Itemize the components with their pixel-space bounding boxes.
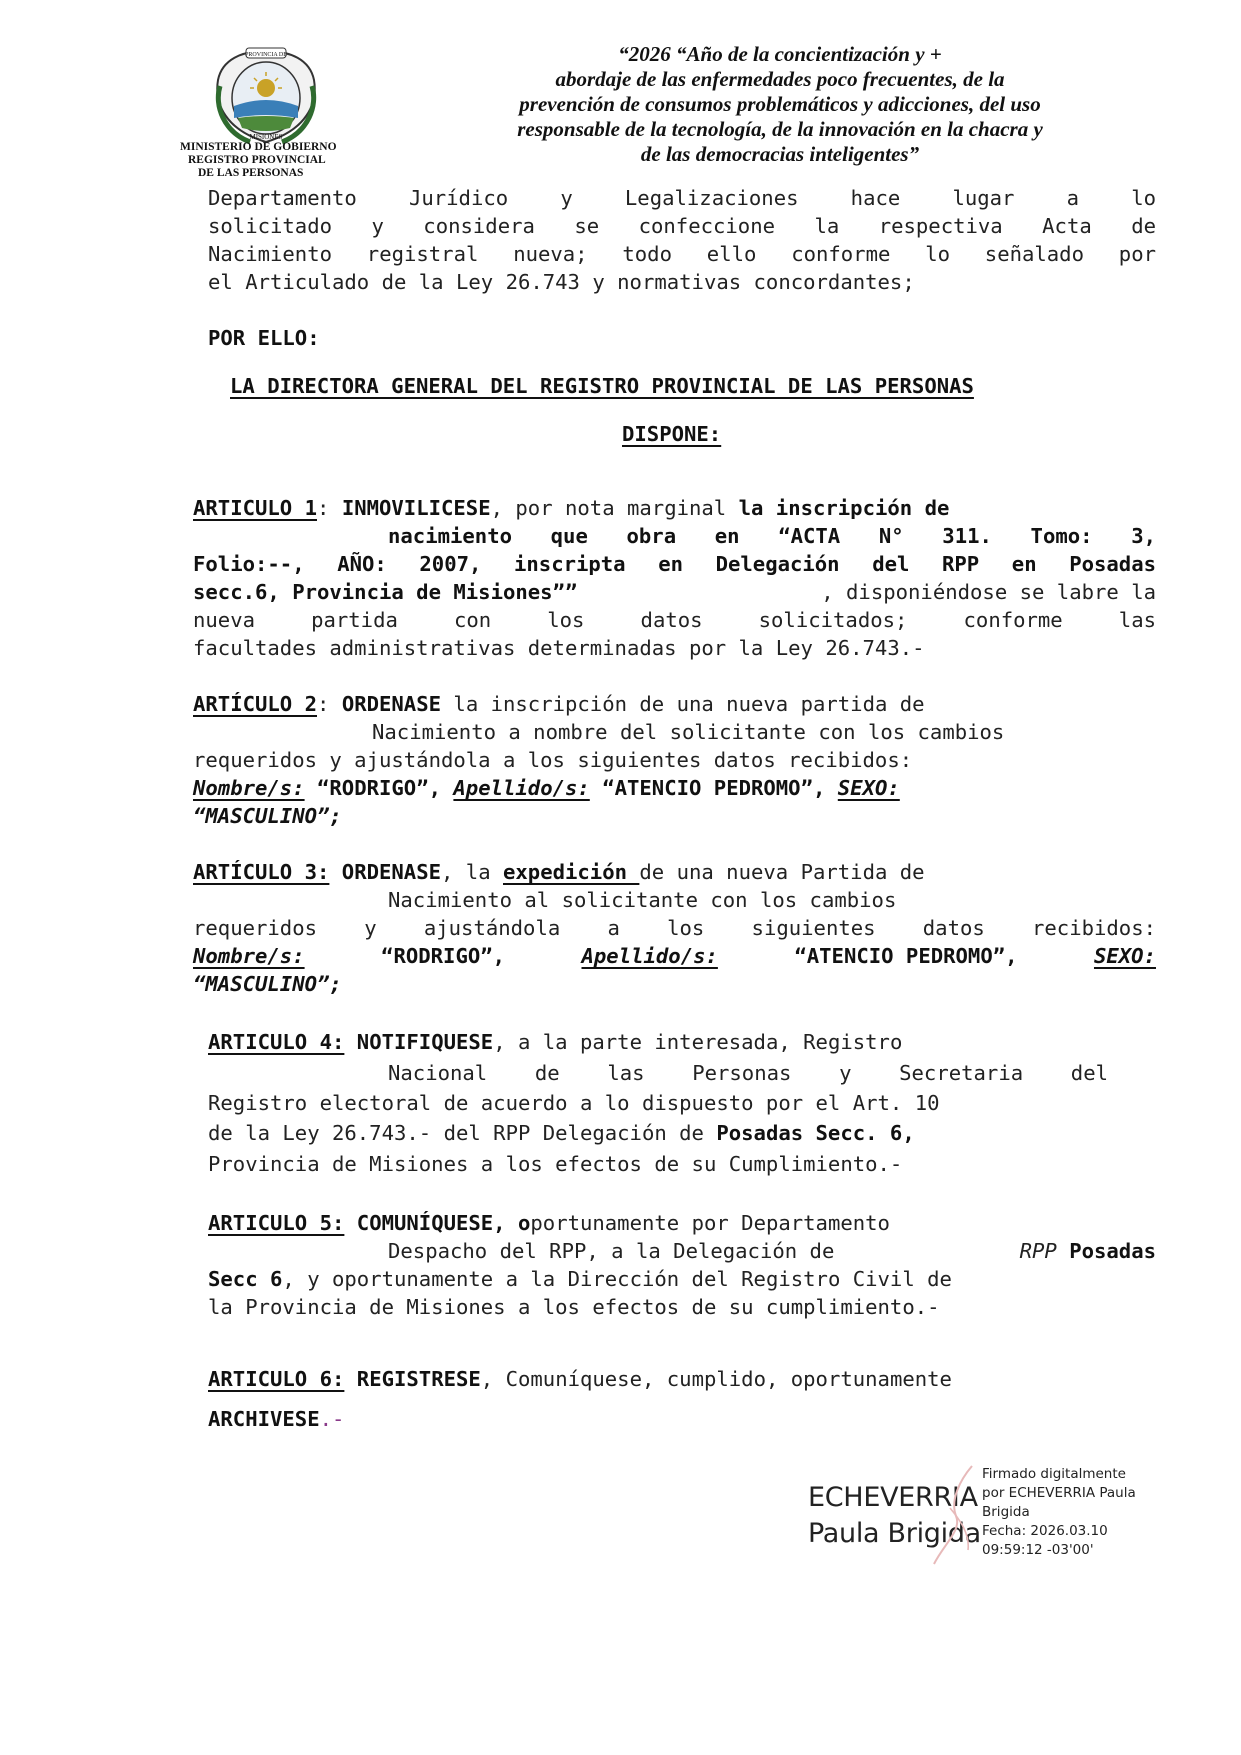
article-verb: INMOVILICESE xyxy=(341,496,491,520)
motto-line: responsable de la tecnología, de la innovación en la chacra y xyxy=(517,117,1043,141)
article-verb: ORDENASE xyxy=(341,692,442,716)
provincial-crest-seal xyxy=(210,46,322,146)
article-text: , a la parte interesada, Registro xyxy=(493,1030,903,1054)
ministry-block xyxy=(176,141,356,180)
article-text-bold: ARCHIVESE xyxy=(208,1407,320,1431)
field-value: “ATENCIO PEDROMO”, xyxy=(794,944,1018,968)
article-text: .- xyxy=(319,1407,345,1431)
article-text: Despacho del RPP, a la Delegación de xyxy=(388,1239,847,1263)
article-text: la Provincia de Misiones a los efectos de su cumplimiento.- xyxy=(208,1295,940,1319)
article-text: de una nueva Partida de xyxy=(639,860,925,884)
article-text: Nacimiento al solicitante con los cambios xyxy=(388,888,897,912)
article-heading: ARTÍCULO 3: xyxy=(193,860,330,884)
article-text: de la Ley 26.743.- del RPP Delegación de xyxy=(208,1121,717,1145)
article-verb: ORDENASE xyxy=(341,860,441,884)
ministry-line: REGISTRO PROVINCIAL xyxy=(188,154,326,166)
article-text: , por nota marginal xyxy=(490,496,739,520)
signer-given-name: Paula Brigida xyxy=(808,1518,981,1549)
article-text: , y oportunamente a la Dirección del Registro Civil de xyxy=(282,1267,952,1291)
article-heading: ARTICULO 6: xyxy=(208,1367,345,1391)
article-text-bold: secc.6, Provincia de Misiones”” xyxy=(193,580,578,604)
field-label: SEXO: xyxy=(1093,944,1156,968)
por-ello-heading: POR ELLO: xyxy=(208,326,320,350)
field-value: “MASCULINO”; xyxy=(193,804,342,828)
intro-line: Departamento Jurídico y Legalizaciones hace lugar a lo xyxy=(208,186,1156,210)
article-verb: COMUNÍQUESE, o xyxy=(356,1211,531,1235)
article-text: portunamente por Departamento xyxy=(530,1211,890,1235)
field-label: SEXO: xyxy=(837,776,900,800)
article-text: Provincia de Misiones a los efectos de su Cumplimiento.- xyxy=(208,1152,903,1176)
signer-surname: ECHEVERRIA xyxy=(808,1482,978,1513)
crest-top-label: PROVINCIA DE xyxy=(245,52,287,58)
article-verb: REGISTRESE xyxy=(356,1367,481,1391)
document-page: PROVINCIA DE MISIONES MINISTERIO DE GOBIERNO REGISTRO PROVINCIAL DE LAS PERSONAS “2026 “Año de la concientización y + abordaje de las enfermedades poco frecuentes, de la prevención de consumos problemáticos y adicciones, del uso responsable de la tecnología, de la innovación en la chacra y de las democracias inteligentes” Departamento Jurídico y Legalizaciones hace lugar a lo solicitado y considera se confeccione la respectiva Acta de Nacimiento registral nueva; todo ello conforme lo señalado por el Articulado de la Ley 26.743 y normativas concordantes; POR ELLO: LA DIRECTORA GENERAL DEL REGISTRO PROVINCIAL DE LAS PERSONAS DISPONE: ARTICULO 1: INMOVILICESE, por nota marginal la inscripción de nacimiento que obra en “ACTA N° 311. Tomo: 3, Folio:--, AÑO: 2007, inscripta en Delegación del RPP en Posadas secc.6, Provincia de Misiones”” , disponiéndose se labre la nueva partida con los datos solicitados; conforme las facultades administrativas determinadas por la Ley 26.743.- ARTÍCULO 2: ORDENASE la inscripción de una nueva partida de Nacimiento a nombre del solicitante con los cambios requeridos y ajustándola a los siguientes datos recibidos: Nombre/s: “RODRIGO”, Apellido/s: “ATENCIO PEDROMO”, SEXO: “MASCULINO”; ARTÍCULO 3: ORDENASE, la expedición de una nueva Partida de Nacimiento al solicitante con los cambios requeridos y ajustándola a los siguientes datos recibidos: Nombre/s: “RODRIGO”, Apellido/s: “ATENCIO PEDROMO”, SEXO: “MASCULINO”; ARTICULO 4: NOTIFIQUESE, a la parte interesada, Registro Nacional de las Personas y Secretaria del Registro electoral de acuerdo a lo dispuesto por el Art. 10 de la Ley 26.743.- del RPP Delegación de Posadas Secc. 6, Provincia de Misiones a los efectos de su Cumplimiento.- ARTICULO 5: COMUNÍQUESE, oportunamente por Departamento Despacho del RPP, a la Delegación de RPP Posadas Secc 6, y oportunamente a la Dirección del Registro Civil de la Provincia de Misiones a los efectos de su cumplimiento.- ARTICULO 6: REGISTRESE, Comuníquese, cumplido, oportunamente ARCHIVESE.- ECHEVERRIA Paula Brigida Firmado digitalmente por ECHEVERRIA Paula Brigida Fecha: 2026.03.10 09:59:12 -03'00' xyxy=(0,0,1241,1755)
article-heading: ARTICULO 5: xyxy=(208,1211,345,1235)
field-label: Apellido/s: xyxy=(453,776,590,800)
motto-line: abordaje de las enfermedades poco frecuentes, de la xyxy=(555,67,1005,91)
article-text: nueva partida con los datos solicitados; conforme las xyxy=(193,608,1156,632)
article-text: facultades administrativas determinadas por la Ley 26.743.- xyxy=(193,636,925,660)
article-text-bold: Posadas Secc. 6, xyxy=(716,1121,915,1145)
handwritten-signature-mark xyxy=(920,1460,990,1570)
ministry-line: DE LAS PERSONAS xyxy=(198,167,304,179)
field-label: Nombre/s: xyxy=(193,776,305,800)
article-heading: ARTICULO 1 xyxy=(193,496,317,520)
article-text-bold: Secc 6 xyxy=(208,1267,283,1291)
article-text: la inscripción de una nueva partida de xyxy=(441,692,925,716)
article-text: Nacimiento a nombre del solicitante con los cambios xyxy=(372,720,1005,744)
article-text: Registro electoral de acuerdo a lo dispuesto por el Art. 10 xyxy=(208,1091,940,1115)
motto-line: prevención de consumos problemáticos y adicciones, del uso xyxy=(519,92,1041,116)
motto-line: de las democracias inteligentes” xyxy=(640,142,920,166)
signature-detail-line: Firmado digitalmente xyxy=(982,1466,1126,1482)
year-motto xyxy=(430,42,1130,167)
signature-details xyxy=(982,1465,1136,1560)
article-text: , Comuníquese, cumplido, oportunamente xyxy=(480,1367,952,1391)
intro-line: solicitado y considera se confeccione la respectiva Acta de xyxy=(208,214,1156,238)
crest-bottom-label: MISIONES xyxy=(249,133,283,141)
article-text: requeridos y ajustándola a los siguientes datos recibidos: xyxy=(193,916,1156,940)
article-heading: ARTICULO 4: xyxy=(208,1030,345,1054)
signature-detail-line: 09:59:12 -03'00' xyxy=(982,1542,1094,1558)
article-text-italic: RPP xyxy=(1019,1239,1057,1263)
field-label: Apellido/s: xyxy=(581,944,718,968)
field-value: “MASCULINO”; xyxy=(193,972,342,996)
article-text: requeridos y ajustándola a los siguientes datos recibidos: xyxy=(193,748,913,772)
field-value: “ATENCIO PEDROMO”, xyxy=(602,776,826,800)
article-text: Nacional de las Personas y Secretaria del xyxy=(388,1061,1108,1085)
motto-line: “2026 “Año de la concientización y + xyxy=(618,42,942,66)
field-label: Nombre/s: xyxy=(193,944,305,968)
article-verb: NOTIFIQUESE xyxy=(356,1030,494,1054)
article-text-bold: nacimiento que obra en “ACTA N° 311. Tomo: 3, xyxy=(388,524,1156,548)
intro-line: el Articulado de la Ley 26.743 y normativas concordantes; xyxy=(208,270,915,294)
article-text-bold: Posadas xyxy=(1056,1239,1156,1263)
signature-detail-line: Fecha: 2026.03.10 xyxy=(982,1523,1108,1539)
article-text-bold: Folio:--, AÑO: 2007, inscripta en Delegación del RPP en Posadas xyxy=(193,552,1156,576)
article-text-bold: la inscripción de xyxy=(738,496,950,520)
field-value: “RODRIGO”, xyxy=(317,776,441,800)
article-text: , la xyxy=(441,860,503,884)
ministry-line: MINISTERIO DE GOBIERNO xyxy=(180,141,337,153)
article-text: , disponiéndose se labre la xyxy=(821,580,1156,604)
signature-detail-line: por ECHEVERRIA Paula xyxy=(982,1485,1136,1501)
field-value: “RODRIGO”, xyxy=(381,944,506,968)
dispone-heading: DISPONE: xyxy=(622,422,722,446)
intro-line: Nacimiento registral nueva; todo ello conforme lo señalado por xyxy=(208,242,1156,266)
signature-detail-line: Brigida xyxy=(982,1504,1030,1520)
authority-heading: LA DIRECTORA GENERAL DEL REGISTRO PROVINCIAL DE LAS PERSONAS xyxy=(230,374,974,398)
article-heading: ARTÍCULO 2 xyxy=(193,692,317,716)
article-text-bold: expedición xyxy=(503,860,640,884)
